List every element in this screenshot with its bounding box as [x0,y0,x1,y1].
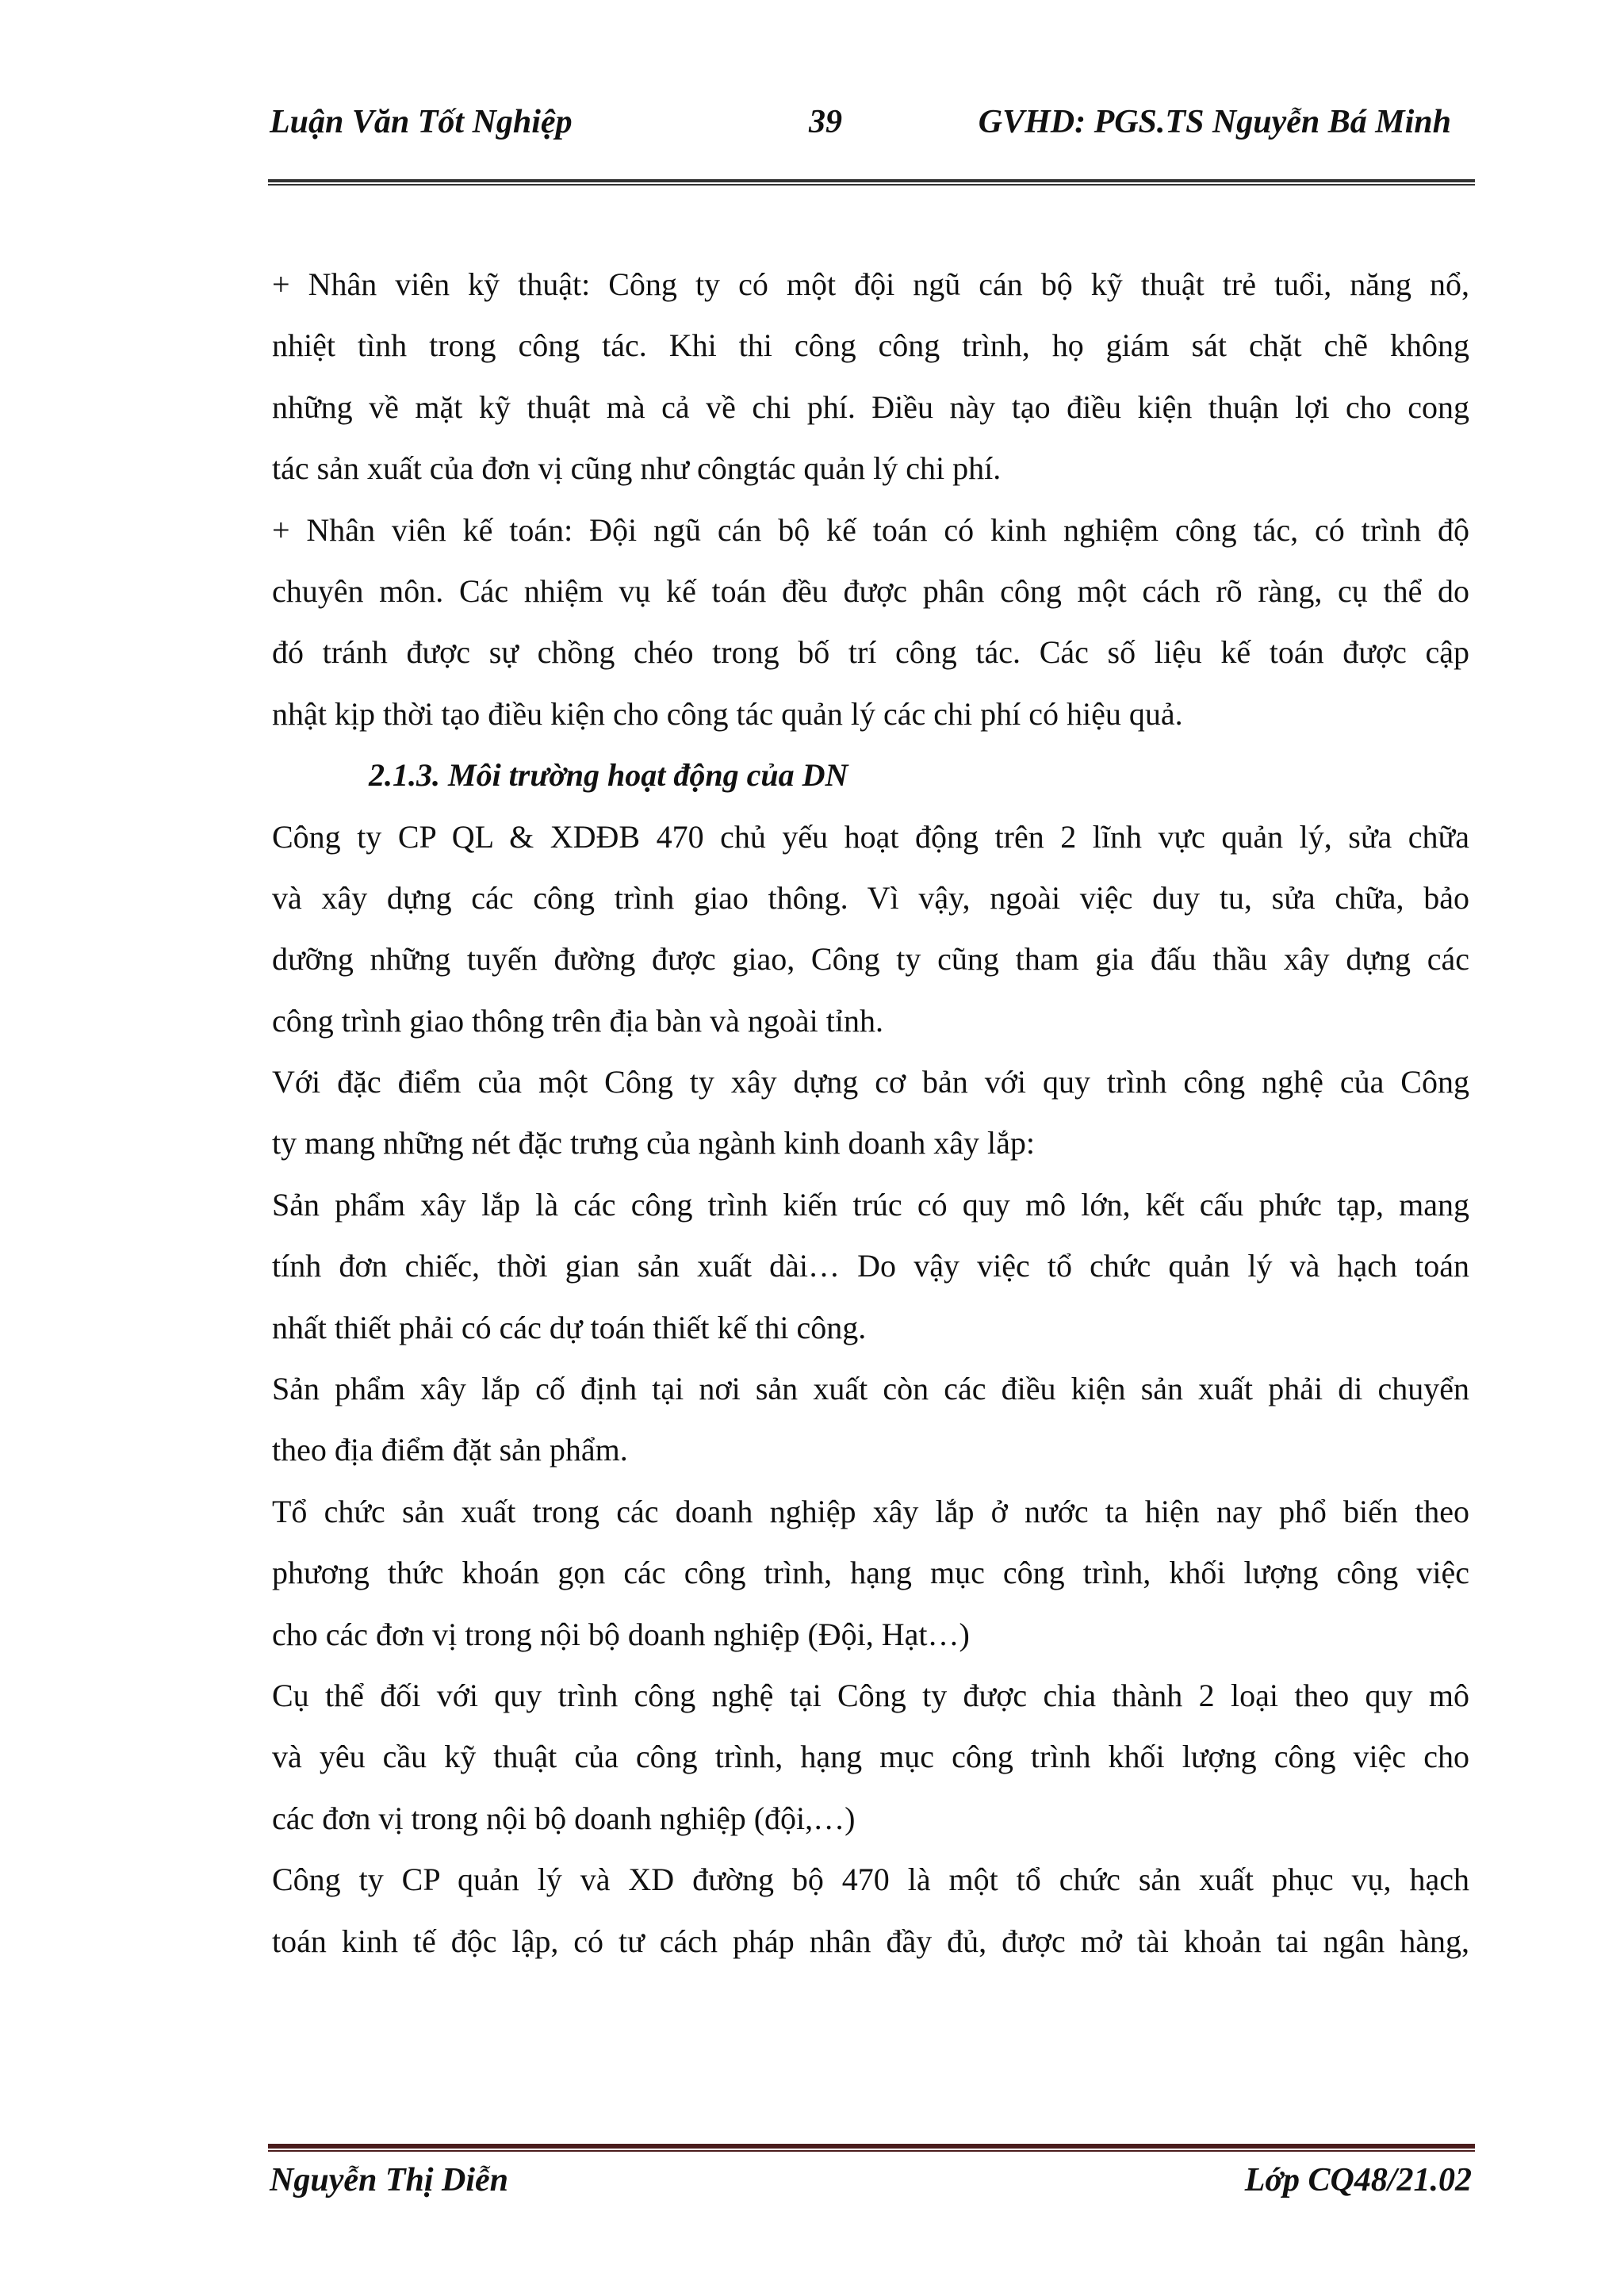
footer-divider [268,2144,1475,2152]
text-line: cho các đơn vị trong nội bộ doanh nghiệp (Đội, Hạt…) [272,1616,970,1652]
paragraph-products [272,1174,1469,1358]
text-line: ty mang những nét đặc trưng của ngành kinh doanh xây lắp: [272,1125,1036,1161]
class-label: Lớp CQ48/21.02 [1244,2162,1472,2198]
text-line: Với đặc điểm của một Công ty xây dựng cơ bản với quy trình công nghệ của Công [272,1064,1469,1100]
text-line: Tổ chức sản xuất trong các doanh nghiệp xây lắp ở nước ta hiện nay phổ biến theo [272,1493,1469,1529]
text-line: những về mặt kỹ thuật mà cả về chi phí. Điều này tạo điều kiện thuận lợi cho cong [272,388,1469,425]
text-line: và yêu cầu kỹ thuật của công trình, hạng mục công trình khối lượng công việc cho [272,1739,1469,1775]
text-line: + Nhân viên kế toán: Đội ngũ cán bộ kế toán có kinh nghiệm công tác, có trình độ [272,511,1469,548]
text-line: nhất thiết phải có các dự toán thiết kế thi công. [272,1309,867,1345]
text-line: tính đơn chiếc, thời gian sản xuất dài… Do vậy việc tổ chức quản lý và hạch toán [272,1248,1469,1284]
thesis-title: Luận Văn Tốt Nghiệp [270,104,573,140]
paragraph-operations [272,806,1469,1052]
header-divider [268,179,1475,186]
paragraph-technical-staff [272,254,1469,499]
text-line: tác sản xuất của đơn vị cũng như côngtác quản lý chi phí. [272,450,1002,487]
text-line: nhiệt tình trong công tác. Khi thi công công trình, họ giám sát chặt chẽ không [272,327,1469,364]
text-line: toán kinh tế độc lập, có tư cách pháp nhân đầy đủ, được mở tài khoản tai ngân hàng, [272,1923,1469,1959]
text-line: và xây dựng các công trình giao thông. Vì vậy, ngoài việc duy tu, sửa chữa, bảo [272,879,1469,916]
text-line: chuyên môn. Các nhiệm vụ kế toán đều được phân công một cách rõ ràng, cụ thể do [272,572,1469,609]
page-footer [270,2156,1473,2204]
text-line: nhật kịp thời tạo điều kiện cho công tác quản lý các chi phí có hiệu quả. [272,695,1183,732]
text-line: công trình giao thông trên địa bàn và ngoài tỉnh. [272,1002,883,1039]
text-line: dưỡng những tuyến đường được giao, Công ty cũng tham gia đấu thầu xây dựng các [272,941,1469,978]
paragraph-company [272,1849,1469,1972]
page-header [270,94,1473,149]
text-line: Công ty CP QL & XDĐB 470 chủ yếu hoạt động trên 2 lĩnh vực quản lý, sửa chữa [272,818,1469,855]
body-text [272,254,1469,1972]
section-heading: 2.1.3. Môi trường hoạt động của DN [369,757,848,794]
paragraph-characteristics [272,1051,1469,1174]
advisor-label: GVHD: PGS.TS Nguyễn Bá Minh [978,104,1451,140]
page-number: 39 [809,104,842,140]
text-line: Sản phẩm xây lắp là các công trình kiến trúc có quy mô lớn, kết cấu phức tạp, mang [272,1186,1469,1223]
text-line: các đơn vị trong nội bộ doanh nghiệp (đội,…) [272,1800,856,1836]
author-name: Nguyễn Thị Diễn [270,2162,509,2198]
paragraph-accounting-staff [272,499,1469,745]
text-line: phương thức khoán gọn các công trình, hạng mục công trình, khối lượng công việc [272,1555,1469,1591]
text-line: Sản phẩm xây lắp cố định tại nơi sản xuất còn các điều kiện sản xuất phải di chuyển [272,1371,1469,1407]
paragraph-process [272,1665,1469,1849]
text-line: Cụ thể đối với quy trình công nghệ tại Công ty được chia thành 2 loại theo quy mô [272,1677,1469,1713]
paragraph-organization [272,1481,1469,1665]
text-line: theo địa điểm đặt sản phẩm. [272,1432,628,1468]
paragraph-fixed-products [272,1358,1469,1481]
text-line: đó tránh được sự chồng chéo trong bố trí công tác. Các số liệu kế toán được cập [272,634,1469,671]
text-line: + Nhân viên kỹ thuật: Công ty có một đội ngũ cán bộ kỹ thuật trẻ tuổi, năng nổ, [272,266,1469,302]
text-line: Công ty CP quản lý và XD đường bộ 470 là một tổ chức sản xuất phục vụ, hạch [272,1862,1469,1898]
